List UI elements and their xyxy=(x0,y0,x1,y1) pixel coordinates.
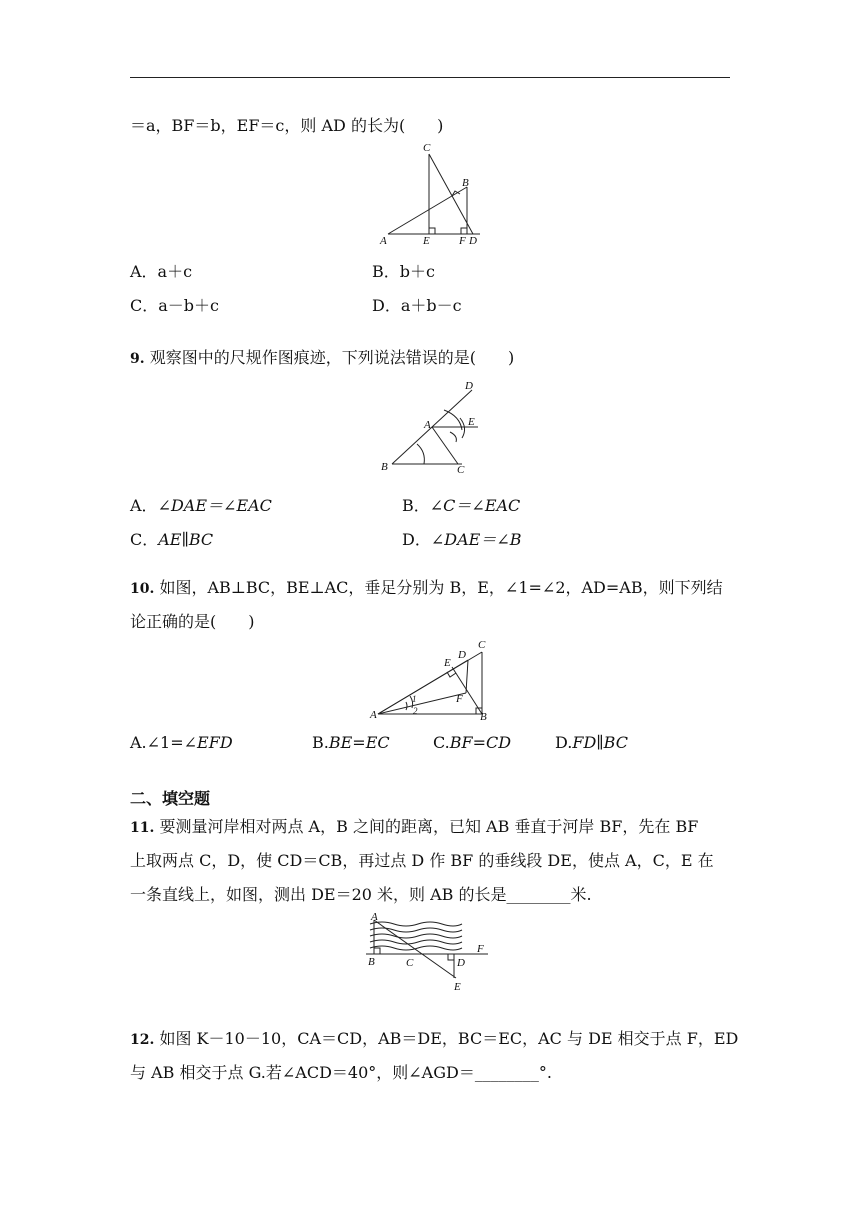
q10-option-d xyxy=(555,733,628,752)
q8-option-b: B．b＋c xyxy=(372,262,435,281)
q9-text: 观察图中的尺规作图痕迹，下列说法错误的是( ) xyxy=(149,348,515,367)
q8-label-d: D xyxy=(469,235,477,247)
q10-label-angle-1: 1 xyxy=(412,694,417,704)
q11-label-a: A xyxy=(371,911,378,923)
q9-option-c-text: AE∥BC xyxy=(158,530,214,549)
q10-option-c xyxy=(433,733,511,752)
q10-figure xyxy=(370,636,495,724)
q10-label-d: D xyxy=(458,649,466,661)
q9-label-c: C xyxy=(457,464,465,476)
q12-stem-line1 xyxy=(130,1026,738,1049)
q10-label-f: F xyxy=(456,693,463,705)
q8-label-e: E xyxy=(423,235,430,247)
q9-figure xyxy=(380,378,490,478)
q10-option-b-text: BE=EC xyxy=(328,733,390,752)
q12-text-line1: 如图 K－10－10，CA＝CD，AB＝DE，BC＝EC，AC 与 DE 相交于点 F，ED xyxy=(159,1029,739,1048)
q10-option-a-prefix: A.∠1= xyxy=(130,733,184,752)
q10-option-a-text: ∠EFD xyxy=(183,733,233,752)
q9-label-b: B xyxy=(381,461,388,473)
q9-stem xyxy=(130,345,514,368)
q9-option-b-prefix: B． xyxy=(402,496,430,515)
q8-option-c: C．a－b＋c xyxy=(130,296,219,315)
header-rule xyxy=(130,77,730,78)
q9-option-b xyxy=(402,493,520,516)
q9-number: 9. xyxy=(130,351,145,367)
q10-option-c-prefix: C. xyxy=(433,733,450,752)
q10-option-d-prefix: D. xyxy=(555,733,573,752)
q9-option-c xyxy=(130,527,213,550)
q10-option-b xyxy=(312,733,390,752)
q9-option-d-text: ∠DAE＝∠B xyxy=(430,530,522,549)
q10-label-angle-2: 2 xyxy=(413,706,418,716)
q10-label-b: B xyxy=(480,711,487,723)
q10-option-a xyxy=(130,733,233,752)
q12-stem-line2: 与 AB 相交于点 G.若∠ACD＝40°，则∠AGD＝________°. xyxy=(130,1063,552,1082)
q9-option-c-prefix: C． xyxy=(130,530,159,549)
q11-label-f: F xyxy=(477,943,484,955)
q12-number: 12. xyxy=(130,1032,155,1048)
q11-label-b: B xyxy=(368,956,375,968)
q10-label-a: A xyxy=(370,709,377,721)
q9-option-b-text: ∠C＝∠EAC xyxy=(429,496,521,515)
q10-option-b-prefix: B. xyxy=(312,733,329,752)
q11-stem-line3: 一条直线上，如图，测出 DE＝20 米，则 AB 的长是________米. xyxy=(130,885,592,904)
q11-stem-line1 xyxy=(130,814,698,837)
q11-text-line1: 要测量河岸相对两点 A，B 之间的距离，已知 AB 垂直于河岸 BF，先在 BF xyxy=(159,817,699,836)
q9-option-a xyxy=(130,493,272,516)
q11-label-c: C xyxy=(406,957,414,969)
q9-option-a-prefix: A． xyxy=(130,496,158,515)
section-heading-fill-in: 二、填空题 xyxy=(130,789,211,808)
q11-number: 11. xyxy=(130,820,155,836)
q10-stem-line2: 论正确的是( ) xyxy=(130,612,255,631)
q8-figure xyxy=(380,142,490,252)
q8-stem-tail: ＝a，BF＝b，EF＝c，则 AD 的长为( ) xyxy=(130,116,444,135)
q10-label-c: C xyxy=(478,639,486,651)
q9-option-a-text: ∠DAE＝∠EAC xyxy=(157,496,272,515)
q8-option-d: D．a＋b－c xyxy=(372,296,462,315)
q10-stem-line1 xyxy=(130,575,723,598)
q8-option-a: A．a＋c xyxy=(130,262,193,281)
q8-label-a: A xyxy=(380,235,387,247)
q10-option-d-text: FD∥BC xyxy=(572,733,628,752)
q9-option-d-prefix: D． xyxy=(402,530,431,549)
q10-option-c-text: BF=CD xyxy=(449,733,512,752)
q11-stem-line2: 上取两点 C，D，使 CD＝CB，再过点 D 作 BF 的垂线段 DE，使点 A，C，E 在 xyxy=(130,851,714,870)
q8-label-b: B xyxy=(462,177,469,189)
q9-label-a: A xyxy=(424,419,431,431)
q10-text-line1: 如图，AB⊥BC，BE⊥AC，垂足分别为 B，E，∠1=∠2，AD=AB，则下列结 xyxy=(159,578,723,597)
q10-label-e: E xyxy=(444,657,451,669)
q8-label-f: F xyxy=(459,235,466,247)
q9-label-e: E xyxy=(468,416,475,428)
q11-figure xyxy=(362,912,492,997)
q9-option-d xyxy=(402,527,521,550)
q8-label-c: C xyxy=(423,142,431,154)
q10-number: 10. xyxy=(130,581,155,597)
q9-label-d: D xyxy=(465,380,473,392)
q11-label-e: E xyxy=(454,981,461,993)
q11-label-d: D xyxy=(457,957,465,969)
